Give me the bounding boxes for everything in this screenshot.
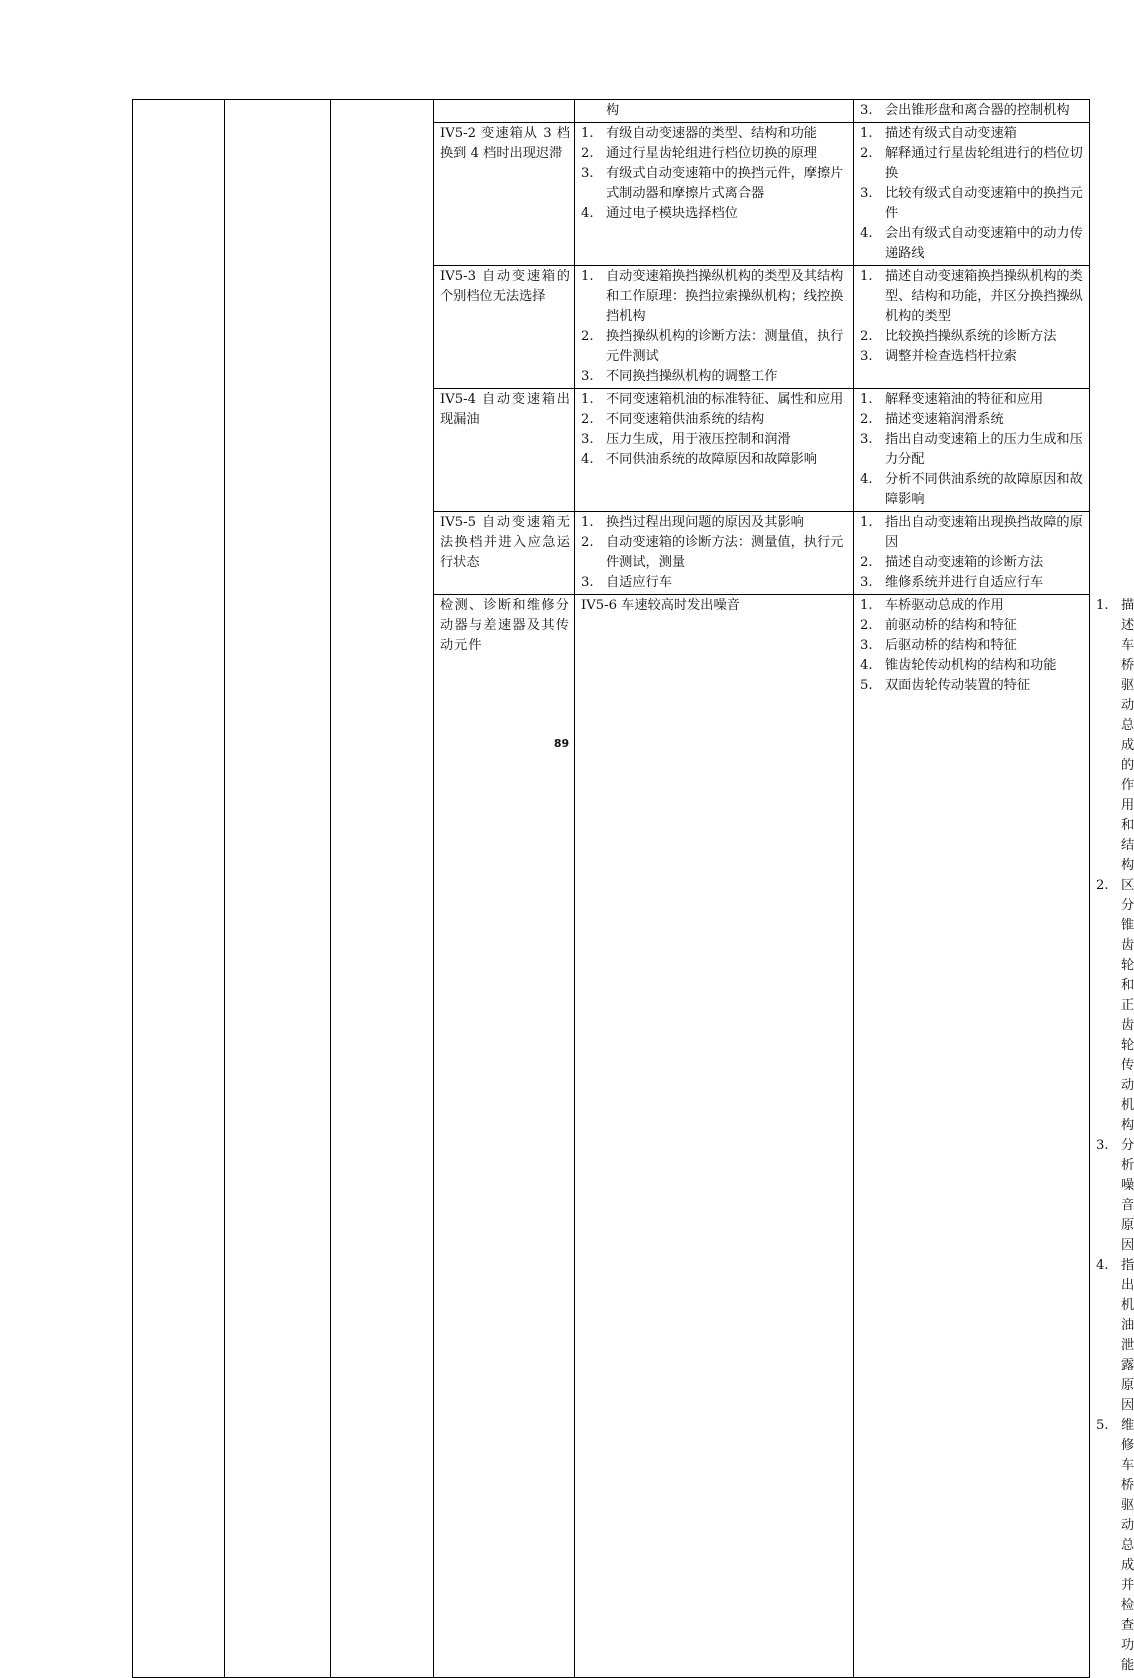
list-item: [860, 616, 1085, 636]
list-item: [581, 204, 849, 224]
blank-cell-col2: [225, 100, 331, 1678]
item-number: 2.: [581, 329, 594, 344]
list-item: [860, 513, 1085, 553]
item-number: 2.: [581, 146, 594, 161]
item-text: 会出有级式自动变速箱中的动力传递路线: [885, 226, 1083, 261]
curriculum-table: [132, 99, 1134, 1678]
item-number: 2.: [860, 555, 873, 570]
task-name: IV5-2 变速箱从 3 档换到 4 档时出现迟滞: [434, 123, 575, 266]
item-text: 解释变速箱油的特征和应用: [885, 392, 1044, 407]
task-cell: [434, 100, 575, 123]
item-number: 4.: [860, 658, 873, 673]
item-text: 压力生成，用于液压控制和润滑: [606, 432, 791, 447]
item-number: 3.: [860, 432, 873, 447]
knowledge-cell: [575, 100, 854, 123]
item-number: 1.: [581, 515, 594, 530]
list-item: [860, 327, 1085, 347]
item-text: 比较有级式自动变速箱中的换挡元件: [885, 186, 1083, 221]
item-number: 3.: [860, 638, 873, 653]
skills-cell: [854, 389, 1090, 512]
item-number: 2.: [860, 329, 873, 344]
item-number: 2.: [860, 618, 873, 633]
skills-cell: [854, 512, 1090, 595]
item-text: 比较换挡操纵系统的诊断方法: [885, 329, 1057, 344]
item-text: 不同变速箱供油系统的结构: [606, 412, 765, 427]
item-text: 有级式自动变速箱中的换挡元件，摩擦片式制动器和摩擦片式离合器: [606, 166, 844, 201]
page-number: 89: [553, 737, 570, 750]
item-number: 1.: [860, 515, 873, 530]
item-text: 区分锥齿轮和正齿轮传动机构: [1121, 878, 1134, 1133]
item-number: 3.: [581, 432, 594, 447]
item-text: 分析不同供油系统的故障原因和故障影响: [885, 472, 1083, 507]
item-number: 1.: [860, 269, 873, 284]
task-name: IV5-4 自动变速箱出现漏油: [434, 389, 575, 512]
item-number: 1.: [1096, 598, 1109, 613]
task-name: IV5-3 自动变速箱的个别档位无法选择: [434, 266, 575, 389]
item-text: 调整并检查选档杆拉索: [885, 349, 1017, 364]
knowledge-list: [581, 513, 849, 593]
item-number: 3.: [581, 369, 594, 384]
item-number: 4.: [860, 472, 873, 487]
list-item: [581, 573, 849, 593]
item-text: 描述自动变速箱换挡操纵机构的类型、结构和功能，并区分换挡操纵机构的类型: [885, 269, 1083, 324]
list-item: [860, 144, 1085, 184]
item-text: 换挡过程出现问题的原因及其影响: [606, 515, 804, 530]
list-item: [581, 533, 849, 573]
learning-area-title: 检测、诊断和维修分动器与差速器及其传动元件: [434, 595, 575, 1678]
item-text: 解释通过行星齿轮组进行的档位切换: [885, 146, 1083, 181]
item-number: 3.: [581, 575, 594, 590]
item-number: 2.: [581, 412, 594, 427]
item-text: 后驱动桥的结构和特征: [885, 638, 1017, 653]
list-item: [860, 573, 1085, 593]
list-item: [860, 124, 1085, 144]
item-text: 双面齿轮传动装置的特征: [885, 678, 1031, 693]
list-item: [860, 596, 1085, 616]
skills-list: [860, 267, 1085, 367]
item-number: 1.: [581, 126, 594, 141]
blank-cell-col3: [331, 100, 434, 1678]
item-text: 描述车桥驱动总成的作用和结构: [1121, 598, 1134, 873]
knowledge-cell: [575, 123, 854, 266]
item-text: 不同供油系统的故障原因和故障影响: [606, 452, 817, 467]
item-number: 2.: [860, 146, 873, 161]
skills-cell: [854, 123, 1090, 266]
knowledge-list: [581, 390, 849, 470]
item-number: 5.: [1096, 1418, 1109, 1433]
item-text: 锥齿轮传动机构的结构和功能: [885, 658, 1057, 673]
list-item: [581, 144, 849, 164]
item-text: 分析噪音原因: [1121, 1138, 1134, 1253]
item-number: 2.: [860, 412, 873, 427]
knowledge-list: [581, 267, 849, 387]
item-number: 1.: [860, 392, 873, 407]
knowledge-cell: [575, 389, 854, 512]
item-number: 1.: [581, 269, 594, 284]
item-text: 不同换挡操纵机构的调整工作: [606, 369, 778, 384]
item-text: 描述自动变速箱的诊断方法: [885, 555, 1044, 570]
list-item: [581, 164, 849, 204]
list-item: [860, 656, 1085, 676]
list-item: [581, 367, 849, 387]
item-number: 4.: [860, 226, 873, 241]
item-text: 自动变速箱换挡操纵机构的类型及其结构和工作原理：换挡拉索操纵机构；线控换挡机构: [606, 269, 844, 324]
item-number: 4.: [581, 206, 594, 221]
skills-list: [860, 124, 1085, 264]
list-item: [860, 267, 1085, 327]
list-item: [581, 390, 849, 410]
list-item: [860, 636, 1085, 656]
item-number: 2.: [581, 535, 594, 550]
item-number: 1.: [581, 392, 594, 407]
item-text: 自动变速箱的诊断方法：测量值，执行元件测试，测量: [606, 535, 844, 570]
item-text: 通过行星齿轮组进行档位切换的原理: [606, 146, 817, 161]
list-item: [581, 450, 849, 470]
skills-cell: [854, 266, 1090, 389]
item-text: 换挡操纵机构的诊断方法：测量值，执行元件测试: [606, 329, 844, 364]
list-item: [860, 224, 1085, 264]
knowledge-cell: [854, 595, 1090, 1678]
item-number: 3.: [581, 166, 594, 181]
knowledge-cell: [575, 512, 854, 595]
skills-list: [860, 101, 1085, 121]
item-text: 通过电子模块选择档位: [606, 206, 738, 221]
item-text: 指出自动变速箱出现换挡故障的原因: [885, 515, 1083, 550]
item-text: 描述有级式自动变速箱: [885, 126, 1017, 141]
list-item: 3. 会出锥形盘和离合器的控制机构: [860, 103, 1070, 118]
item-text: 指出自动变速箱上的压力生成和压力分配: [885, 432, 1083, 467]
item-number: 4.: [1096, 1258, 1109, 1273]
item-number: 1.: [860, 126, 873, 141]
task-name: IV5-6 车速较高时发出噪音: [575, 595, 854, 1678]
knowledge-cell: [575, 266, 854, 389]
list-item: [860, 553, 1085, 573]
list-item: [581, 267, 849, 327]
item-text: 维修系统并进行自适应行车: [885, 575, 1044, 590]
item-text: 不同变速箱机油的标准特征、属性和应用: [606, 392, 844, 407]
list-item: [860, 347, 1085, 367]
list-item: [581, 410, 849, 430]
item-number: 3.: [860, 186, 873, 201]
knowledge-list: [581, 124, 849, 224]
item-text: 自适应行车: [606, 575, 672, 590]
list-item: [581, 513, 849, 533]
list-item: [860, 410, 1085, 430]
list-item: [581, 327, 849, 367]
item-number: 4.: [581, 452, 594, 467]
list-item: [860, 676, 1085, 696]
list-item: [860, 470, 1085, 510]
item-number: 3.: [860, 575, 873, 590]
skills-list: [860, 390, 1085, 510]
task-name: IV5-5 自动变速箱无法换档并进入应急运行状态: [434, 512, 575, 595]
knowledge-continuation: 构: [606, 103, 620, 118]
list-item: [860, 390, 1085, 410]
list-item: [860, 430, 1085, 470]
list-item: [860, 184, 1085, 224]
item-number: 3.: [860, 349, 873, 364]
blank-cell-col1: [133, 100, 225, 1678]
item-text: 指出机油泄露原因: [1121, 1258, 1134, 1413]
list-item: [581, 430, 849, 450]
item-text: 车桥驱动总成的作用: [885, 598, 1004, 613]
item-number: 1.: [860, 598, 873, 613]
item-number: 5.: [860, 678, 873, 693]
skills-cell: [854, 100, 1090, 123]
item-text: 描述变速箱润滑系统: [885, 412, 1004, 427]
item-text: 维修车桥驱动总成并检查功能: [1121, 1418, 1134, 1673]
list-item: [581, 124, 849, 144]
skills-list: [860, 513, 1085, 593]
item-text: 前驱动桥的结构和特征: [885, 618, 1017, 633]
knowledge-list: [860, 596, 1085, 696]
item-number: 2.: [1096, 878, 1109, 893]
table-row: [133, 100, 1090, 123]
item-number: 3.: [1096, 1138, 1109, 1153]
item-text: 有级自动变速器的类型、结构和功能: [606, 126, 817, 141]
